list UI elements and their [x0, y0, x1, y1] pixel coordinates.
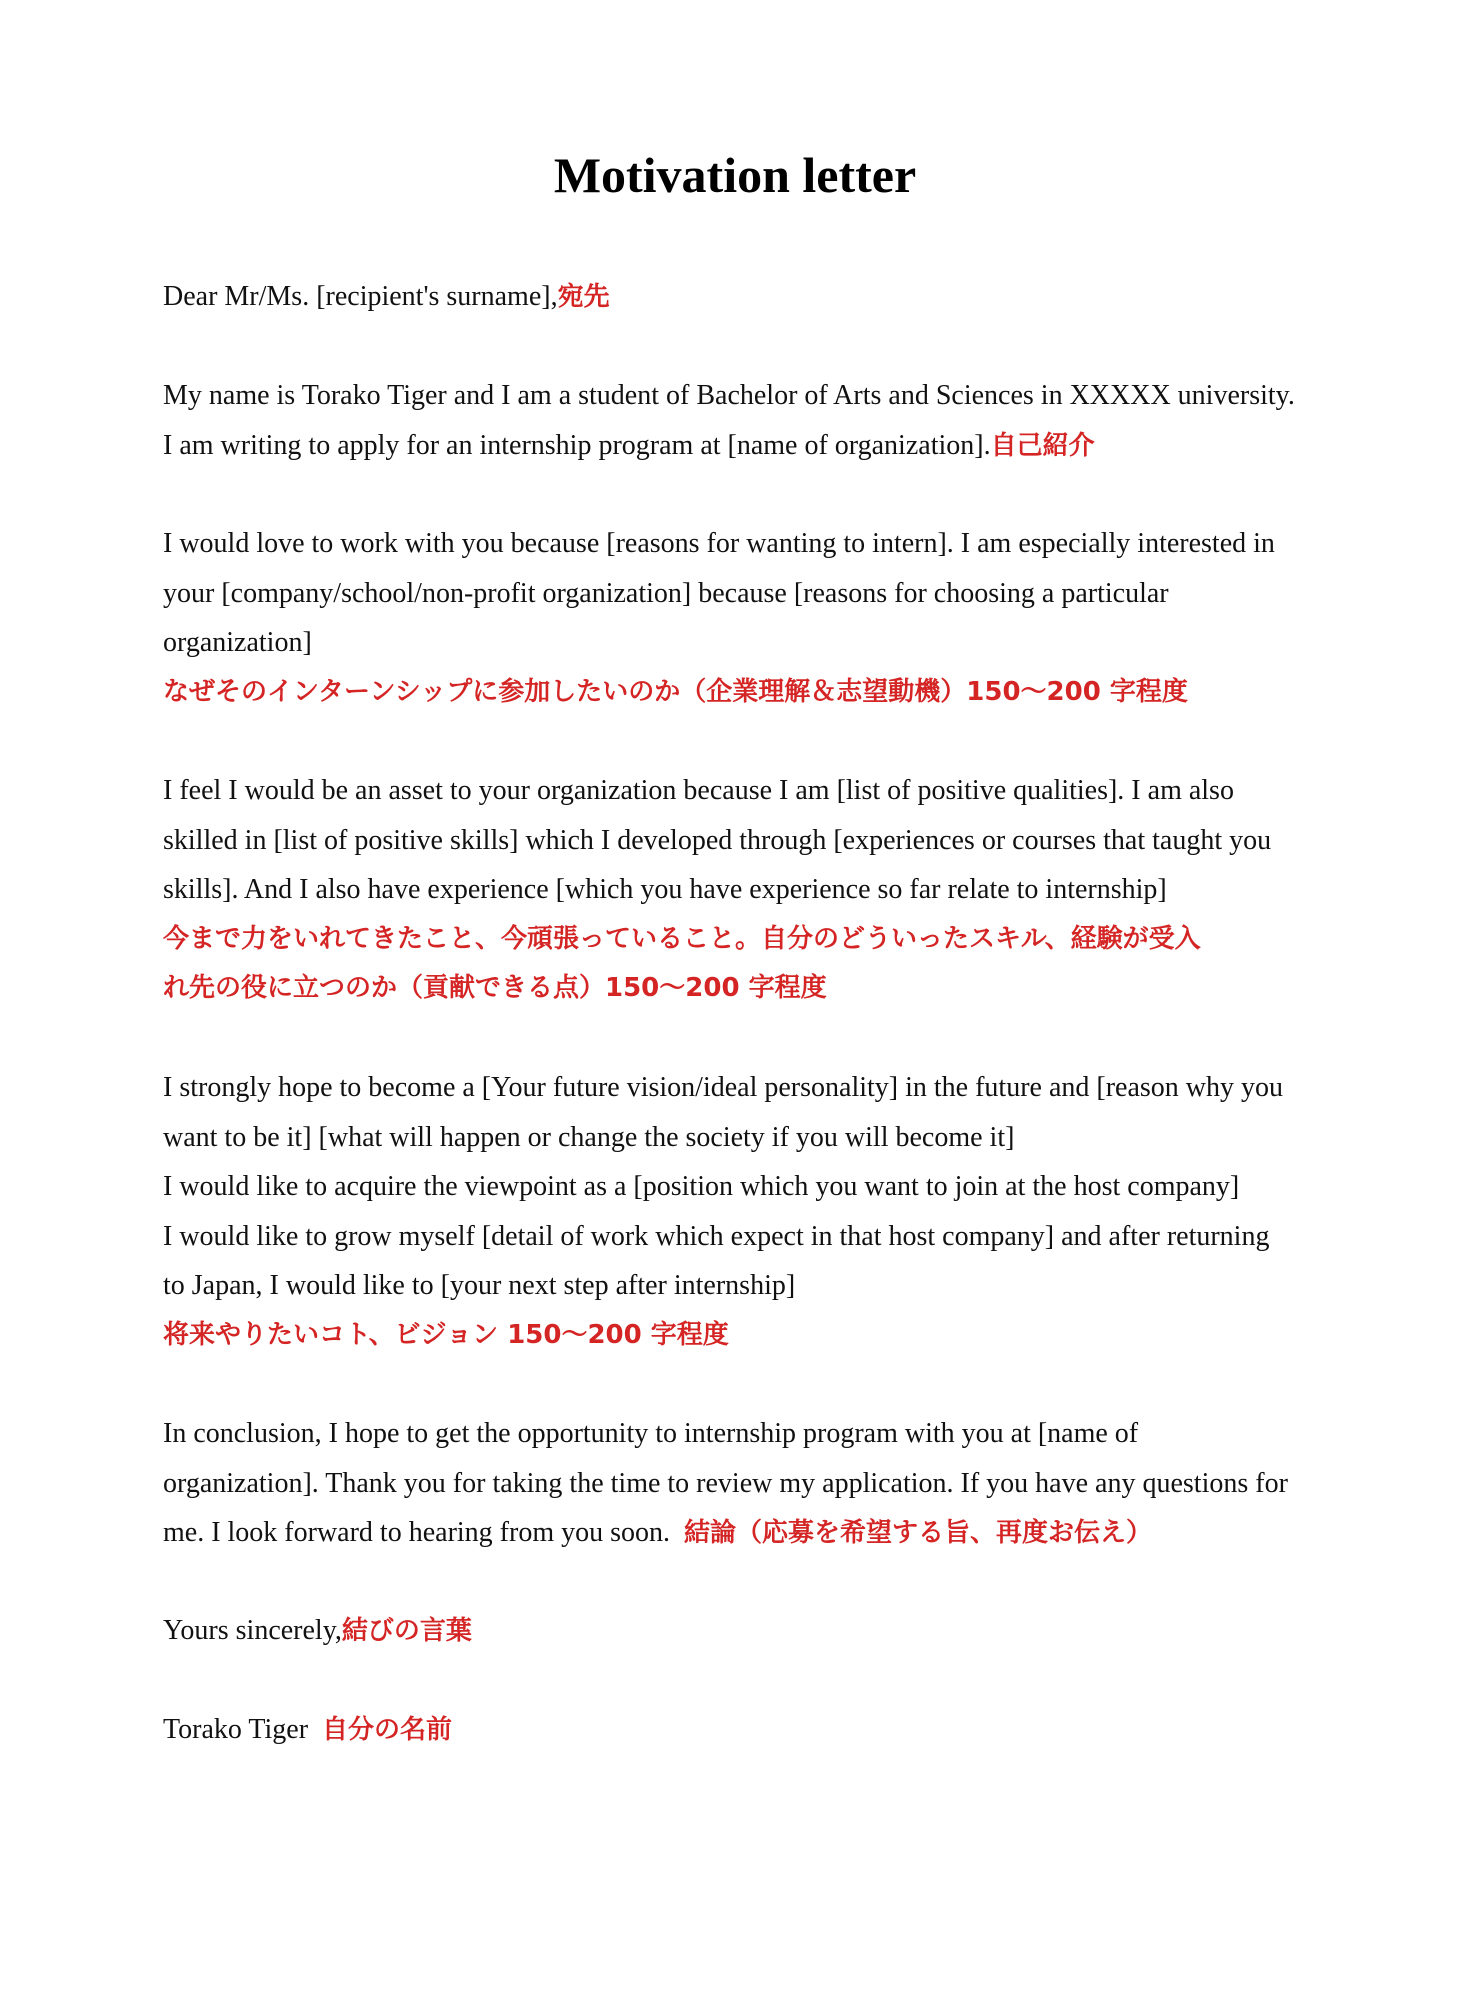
closing-text: Yours sincerely,	[163, 1615, 342, 1646]
closing-line	[163, 1606, 1343, 1656]
signature-paragraph	[163, 1705, 1343, 1755]
motivation-line-1: I would love to work with you because [reasons for wanting to intern]. I am especially interested in	[163, 528, 1275, 559]
salutation-note: 宛先	[557, 282, 610, 312]
vision-line-2: want to be it] [what will happen or change the society if you will become it]	[163, 1121, 1015, 1153]
contribution-note-line-1: 今まで力をいれてきたこと、今頑張っていること。自分のどういったスキル、経験が受入	[163, 923, 1201, 954]
conclusion-note: 結論（応募を希望する旨、再度お伝え）	[684, 1518, 1153, 1548]
signature-line	[163, 1705, 1343, 1755]
contribution-line-1: I feel I would be an asset to your organization because I am [list of positive qualities]. I am also	[163, 775, 1234, 806]
contribution-note-line-2: れ先の役に立つのか（貢献できる点）150〜200 字程度	[163, 973, 827, 1003]
salutation-text: Dear Mr/Ms. [recipient's surname],	[163, 281, 558, 312]
intro-paragraph	[163, 371, 1343, 470]
intro-line-2	[163, 421, 1343, 471]
motivation-paragraph	[163, 519, 1343, 717]
contribution-line-3: skills]. And I also have experience [which you have experience so far relate to internship]	[163, 874, 1167, 905]
motivation-line-2: your [company/school/non-profit organization] because [reasons for choosing a particular	[163, 577, 1169, 609]
vision-line-5: to Japan, I would like to [your next step after internship]	[163, 1270, 796, 1301]
motivation-note: なぜそのインターンシップに参加したいのか（企業理解＆志望動機）150〜200 字程度	[163, 676, 1188, 707]
closing-note: 結びの言葉	[341, 1616, 472, 1646]
conclusion-line-1: In conclusion, I hope to get the opportunity to internship program with you at [name of	[163, 1418, 1139, 1449]
signature-note: 自分の名前	[322, 1715, 453, 1745]
vision-line-3: I would like to acquire the viewpoint as a [position which you want to join at the host company]	[163, 1171, 1240, 1202]
conclusion-line-3-text: me. I look forward to hearing from you soon.	[163, 1517, 670, 1548]
motivation-line-3: organization]	[163, 627, 312, 658]
closing-paragraph	[163, 1606, 1343, 1656]
vision-line-1: I strongly hope to become a [Your future vision/ideal personality] in the future and [reason why you	[163, 1072, 1283, 1103]
conclusion-line-3	[163, 1508, 1343, 1558]
intro-note: 自己紹介	[990, 430, 1095, 461]
conclusion-paragraph	[163, 1409, 1343, 1558]
page-title: Motivation letter	[553, 147, 917, 203]
conclusion-line-2: organization]. Thank you for taking the time to review my application. If you have any questions for	[163, 1467, 1288, 1499]
vision-line-4: I would like to grow myself [detail of work which expect in that host company] and after returning	[163, 1220, 1270, 1252]
salutation-line	[163, 272, 1343, 322]
vision-paragraph	[163, 1063, 1343, 1360]
signature-name: Torako Tiger	[163, 1714, 309, 1745]
vision-note: 将来やりたいコト、ビジョン 150〜200 字程度	[163, 1319, 729, 1350]
contribution-line-2: skilled in [list of positive skills] which I developed through [experiences or courses that taught you	[163, 824, 1272, 856]
salutation-paragraph	[163, 272, 1343, 322]
intro-line-1: My name is Torako Tiger and I am a student of Bachelor of Arts and Sciences in XXXXX university.	[163, 380, 1295, 411]
intro-line-2-text: I am writing to apply for an internship program at [name of organization].	[163, 429, 991, 461]
contribution-paragraph	[163, 766, 1343, 1014]
